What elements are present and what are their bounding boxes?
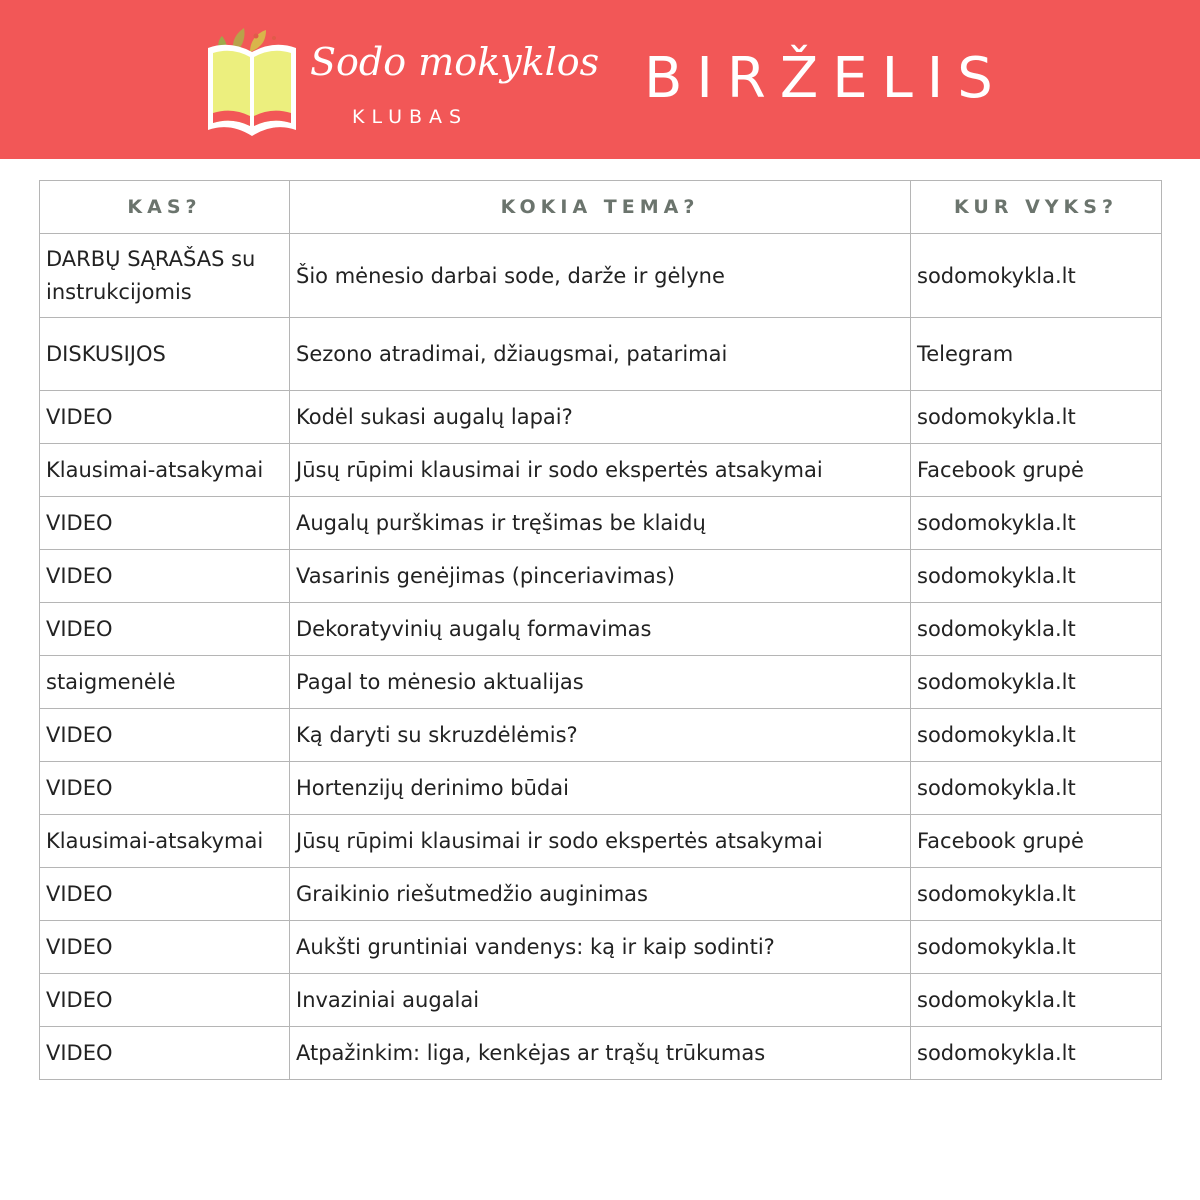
- logo-subtitle: KLUBAS: [352, 106, 469, 128]
- cell-kur: sodomokykla.lt: [911, 656, 1162, 709]
- cell-kas: VIDEO: [40, 497, 290, 550]
- cell-kas: VIDEO: [40, 921, 290, 974]
- cell-kur: Facebook grupė: [911, 815, 1162, 868]
- table-row: [40, 1027, 1162, 1080]
- cell-kas: VIDEO: [40, 762, 290, 815]
- cell-kas: VIDEO: [40, 709, 290, 762]
- table-row: [40, 234, 1162, 318]
- cell-tema: Kodėl sukasi augalų lapai?: [290, 391, 911, 444]
- cell-tema: Aukšti gruntiniai vandenys: ką ir kaip sodinti?: [290, 921, 911, 974]
- header-banner: [0, 0, 1200, 159]
- cell-kas: staigmenėlė: [40, 656, 290, 709]
- table-row: [40, 391, 1162, 444]
- cell-tema: Šio mėnesio darbai sode, darže ir gėlyne: [290, 234, 911, 318]
- cell-kur: sodomokykla.lt: [911, 762, 1162, 815]
- table-row: [40, 550, 1162, 603]
- cell-tema: Jūsų rūpimi klausimai ir sodo ekspertės atsakymai: [290, 444, 911, 497]
- cell-kur: sodomokykla.lt: [911, 1027, 1162, 1080]
- cell-tema: Hortenzijų derinimo būdai: [290, 762, 911, 815]
- table-header-row: [40, 181, 1162, 234]
- table-row: [40, 815, 1162, 868]
- cell-kur: sodomokykla.lt: [911, 550, 1162, 603]
- cell-kas: Klausimai-atsakymai: [40, 815, 290, 868]
- cell-tema: Atpažinkim: liga, kenkėjas ar trąšų trūkumas: [290, 1027, 911, 1080]
- table-row: [40, 656, 1162, 709]
- cell-tema: Sezono atradimai, džiaugsmai, patarimai: [290, 318, 911, 391]
- cell-tema: Dekoratyvinių augalų formavimas: [290, 603, 911, 656]
- table-row: [40, 444, 1162, 497]
- cell-kas: DISKUSIJOS: [40, 318, 290, 391]
- cell-kas: VIDEO: [40, 1027, 290, 1080]
- cell-tema: Vasarinis genėjimas (pinceriavimas): [290, 550, 911, 603]
- table-row: [40, 497, 1162, 550]
- table-row: [40, 709, 1162, 762]
- table-row: [40, 868, 1162, 921]
- table-row: [40, 921, 1162, 974]
- cell-tema: Ką daryti su skruzdėlėmis?: [290, 709, 911, 762]
- cell-kur: sodomokykla.lt: [911, 709, 1162, 762]
- cell-kur: sodomokykla.lt: [911, 391, 1162, 444]
- column-header-tema: KOKIA TEMA?: [290, 181, 911, 234]
- cell-tema: Invaziniai augalai: [290, 974, 911, 1027]
- cell-tema: Graikinio riešutmedžio auginimas: [290, 868, 911, 921]
- cell-kas: Klausimai-atsakymai: [40, 444, 290, 497]
- cell-kur: sodomokykla.lt: [911, 603, 1162, 656]
- cell-kur: Telegram: [911, 318, 1162, 391]
- table-row: [40, 762, 1162, 815]
- cell-kur: sodomokykla.lt: [911, 974, 1162, 1027]
- cell-kur: sodomokykla.lt: [911, 497, 1162, 550]
- cell-kas: VIDEO: [40, 391, 290, 444]
- column-header-kur: KUR VYKS?: [911, 181, 1162, 234]
- column-header-kas: KAS?: [40, 181, 290, 234]
- cell-kas: VIDEO: [40, 974, 290, 1027]
- open-book-icon: [204, 26, 300, 142]
- cell-kur: sodomokykla.lt: [911, 234, 1162, 318]
- page-title: BIRŽELIS: [644, 46, 1007, 111]
- cell-kas: VIDEO: [40, 550, 290, 603]
- table-row: [40, 318, 1162, 391]
- cell-kur: sodomokykla.lt: [911, 921, 1162, 974]
- cell-kas: DARBŲ SĄRAŠAS su instrukcijomis: [40, 234, 290, 318]
- cell-kur: sodomokykla.lt: [911, 868, 1162, 921]
- logo-script-text: Sodo mokyklos: [310, 40, 600, 84]
- cell-kur: Facebook grupė: [911, 444, 1162, 497]
- cell-kas: VIDEO: [40, 603, 290, 656]
- table-row: [40, 974, 1162, 1027]
- cell-kas: VIDEO: [40, 868, 290, 921]
- schedule-table: [39, 180, 1162, 1080]
- cell-tema: Pagal to mėnesio aktualijas: [290, 656, 911, 709]
- table-row: [40, 603, 1162, 656]
- cell-tema: Augalų purškimas ir tręšimas be klaidų: [290, 497, 911, 550]
- cell-tema: Jūsų rūpimi klausimai ir sodo ekspertės atsakymai: [290, 815, 911, 868]
